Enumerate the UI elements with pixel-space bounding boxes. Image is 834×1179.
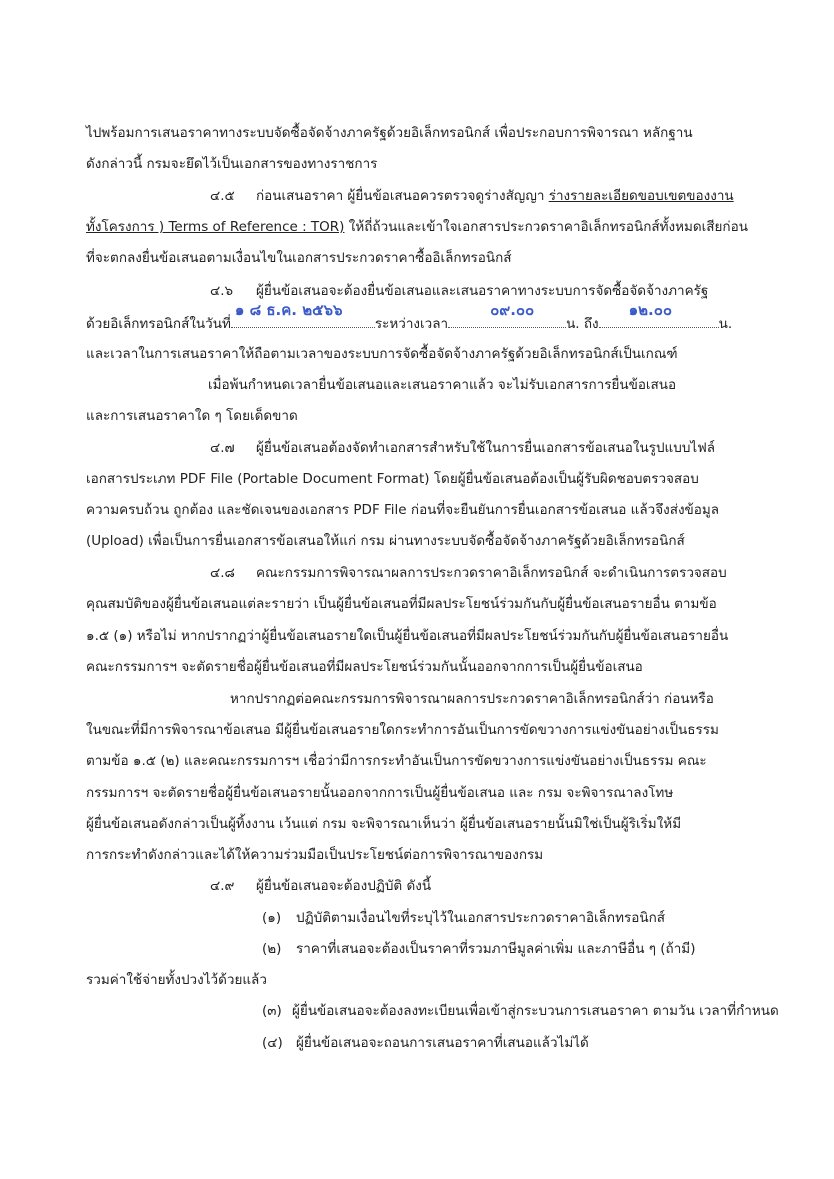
clause-4-6 (210, 282, 708, 300)
clause-number: ๔.๘ (210, 565, 235, 581)
text-line: และการเสนอราคาใด ๆ โดยเด็ดขาด (86, 408, 298, 424)
text-line: ตามข้อ ๑.๕ (๒) และคณะกรรมการฯ เชื่อว่ามีการกระทำอันเป็นการขัดขวางการแข่งขันอย่างเป็นธรรม คณะ (86, 753, 707, 769)
text-line: เมื่อพ้นกำหนดเวลายื่นข้อเสนอและเสนอราคาแล้ว จะไม่รับเอกสารการยื่นข้อเสนอ (208, 377, 677, 393)
clause-4-5 (210, 187, 734, 205)
submission-schedule-line: ด้วยอิเล็กทรอนิกส์ในวันที่ ๑ ๘ ธ.ค. ๒๕๖๖ ระหว่างเวลา ๐๙.๐๐ น. ถึง ๑๒.๐๐ น. (86, 301, 733, 332)
text-line: และเวลาในการเสนอราคาให้ถือตามเวลาของระบบการจัดซื้อจัดจ้างภาครัฐด้วยอิเล็กทรอนิกส์เป็นเกณฑ์ (86, 346, 678, 362)
clause-text: ผู้ยื่นข้อเสนอจะต้องปฏิบัติ ดังนี้ (256, 878, 432, 894)
clause-text: ผู้ยื่นข้อเสนอต้องจัดทำเอกสารสำหรับใช้ในการยื่นเอกสารข้อเสนอในรูปแบบไฟล์ (256, 440, 716, 456)
text-line: กรรมการฯ จะตัดรายชื่อผู้ยื่นข้อเสนอรายนั้นออกจากการเป็นผู้ยื่นข้อเสนอ และ กรม จะพิจารณาลงโทษ (86, 785, 674, 801)
clause-text: ก่อนเสนอราคา ผู้ยื่นข้อเสนอควรตรวจดูร่างสัญญา (256, 188, 549, 204)
clause-text: คณะกรรมการพิจารณาผลการประกวดราคาอิเล็กทรอนิกส์ จะดำเนินการตรวจสอบ (256, 565, 727, 581)
text-line: ไปพร้อมการเสนอราคาทางระบบจัดซื้อจัดจ้างภาครัฐด้วยอิเล็กทรอนิกส์ เพื่อประกอบการพิจารณา หลักฐาน (86, 125, 693, 141)
text-line: หากปรากฏต่อคณะกรรมการพิจารณาผลการประกวดราคาอิเล็กทรอนิกส์ว่า ก่อนหรือ (230, 691, 714, 707)
handwritten-date: ๑ ๘ ธ.ค. ๒๕๖๖ (234, 301, 343, 319)
text-line: เอกสารประเภท PDF File (Portable Document Format) โดยผู้ยื่นข้อเสนอต้องเป็นผู้รับผิดชอบตรวจสอบ (86, 471, 699, 487)
clause-4-8 (210, 564, 727, 582)
underlined-text: ร่างรายละเอียดขอบเขตของงาน (548, 188, 734, 204)
date-fill-field (231, 301, 375, 328)
text-line: ๑.๕ (๑) หรือไม่ หากปรากฏว่าผู้ยื่นข้อเสนอรายใดเป็นผู้ยื่นข้อเสนอที่มีผลประโยชน์ร่วมกันกับผู้ยื่นข้อเสนอรายอื่น (86, 628, 729, 644)
handwritten-end-time: ๑๒.๐๐ (628, 301, 673, 319)
text-line: ทั้งโครงการ ) Terms of Reference : TOR) ให้ถี่ถ้วนและเข้าใจเอกสารประกวดราคาอิเล็กทรอนิกส์ทั้งหมดเสียก่อน (86, 219, 748, 235)
clause-number: ๔.๕ (210, 188, 235, 204)
clause-number: ๔.๖ (210, 283, 234, 299)
text-line: รวมค่าใช้จ่ายทั้งปวงไว้ด้วยแล้ว (86, 972, 267, 988)
clause-number: ๔.๗ (210, 440, 235, 456)
sub-item-number: (๔) (262, 1035, 283, 1051)
text-line: (Upload) เพื่อเป็นการยื่นเอกสารข้อเสนอให้แก่ กรม ผ่านทางระบบจัดซื้อจัดจ้างภาครัฐด้วยอิเล็กทรอนิกส์ (86, 533, 685, 549)
text-line: ดังกล่าวนี้ กรมจะยึดไว้เป็นเอกสารของทางราชการ (86, 156, 378, 172)
sub-item-number: (๓) (262, 1003, 282, 1019)
text-line: ความครบถ้วน ถูกต้อง และชัดเจนของเอกสาร PDF File ก่อนที่จะยืนยันการยื่นเอกสารข้อเสนอ แล้วจึงส่งข้อมูล (86, 502, 720, 518)
text-line: คณะกรรมการฯ จะตัดรายชื่อผู้ยื่นข้อเสนอที่มีผลประโยชน์ร่วมกันนั้นออกจากการเป็นผู้ยื่นข้อเสนอ (86, 659, 643, 675)
sub-item-number: (๑) (262, 910, 282, 926)
sub-item-4: (๔) ผู้ยื่นข้อเสนอจะถอนการเสนอราคาที่เสนอแล้วไม่ได้ (262, 1035, 589, 1051)
text-line: ในขณะที่มีการพิจารณาข้อเสนอ มีผู้ยื่นข้อเสนอรายใดกระทำการอันเป็นการขัดขวางการแข่งขันอย่างเป็นธรรม (86, 722, 719, 738)
sub-item-3: (๓) ผู้ยื่นข้อเสนอจะต้องลงทะเบียนเพื่อเข้าสู่กระบวนการเสนอราคา ตามวัน เวลาที่กำหนด (262, 1003, 779, 1019)
text-line: ที่จะตกลงยื่นข้อเสนอตามเงื่อนไขในเอกสารประกวดราคาซื้ออิเล็กทรอนิกส์ (86, 250, 512, 266)
text-line: คุณสมบัติของผู้ยื่นข้อเสนอแต่ละรายว่า เป็นผู้ยื่นข้อเสนอที่มีผลประโยชน์ร่วมกันกับผู้ยื่นข้อเสนอรายอื่น ตามข้อ (86, 596, 717, 612)
text-line: การกระทำดังกล่าวและได้ให้ความร่วมมือเป็นประโยชน์ต่อการพิจารณาของกรม (86, 847, 544, 863)
underlined-text: ทั้งโครงการ ) Terms of Reference : TOR) (86, 219, 345, 235)
clause-text: ผู้ยื่นข้อเสนอจะต้องยื่นข้อเสนอและเสนอราคาทางระบบการจัดซื้อจัดจ้างภาครัฐ (256, 283, 709, 299)
end-time-fill-field (599, 301, 719, 328)
clause-4-9 (210, 877, 431, 895)
text-line: ผู้ยื่นข้อเสนอดังกล่าวเป็นผู้ทิ้งงาน เว้นแต่ กรม จะพิจารณาเห็นว่า ผู้ยื่นข้อเสนอรายนั้นมิใช่เป็นผู้ริเริ่มให้มี (86, 816, 682, 832)
start-time-fill-field (448, 301, 566, 328)
clause-4-7 (210, 439, 715, 457)
sub-item-2: (๒) ราคาที่เสนอจะต้องเป็นราคาที่รวมภาษีมูลค่าเพิ่ม และภาษีอื่น ๆ (ถ้ามี) (262, 941, 696, 957)
sub-item-1: (๑) ปฏิบัติตามเงื่อนไขที่ระบุไว้ในเอกสารประกวดราคาอิเล็กทรอนิกส์ (262, 910, 666, 926)
sub-item-number: (๒) (262, 941, 282, 957)
handwritten-start-time: ๐๙.๐๐ (490, 301, 535, 319)
clause-number: ๔.๙ (210, 878, 235, 894)
